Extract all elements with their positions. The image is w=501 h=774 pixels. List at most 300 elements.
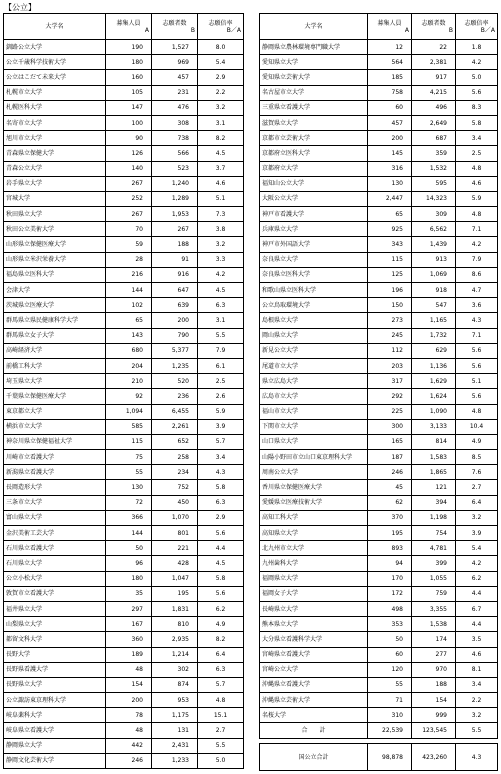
recruit-count: 126 [106,146,152,161]
table-row [4,267,244,282]
recruit-count: 457 [368,115,412,130]
applicant-count: 1,090 [412,404,456,419]
table-row [260,252,498,267]
application-ratio: 7.6 [456,465,498,480]
table-row [4,283,244,298]
application-ratio: 5.8 [456,115,498,130]
total-applicants: 123,545 [412,723,456,738]
table-row [260,374,498,389]
table-row [260,313,498,328]
applicant-count: 1,069 [412,267,456,282]
applicant-count: 1,055 [412,571,456,586]
recruit-count: 680 [106,343,152,358]
university-name: 新潟県立看護大学 [4,465,106,480]
table-row [4,632,244,647]
recruit-count: 360 [106,632,152,647]
recruit-count: 203 [368,358,412,373]
table-row [4,161,244,176]
applicant-count: 913 [412,252,456,267]
applicant-count: 629 [412,343,456,358]
applicant-count: 5,377 [152,343,198,358]
recruit-count: 564 [368,55,412,70]
applicant-count: 1,289 [152,191,198,206]
university-name: 神戸市外国語大学 [260,237,368,252]
table-row [4,100,244,115]
applicant-count: 14,323 [412,191,456,206]
university-name: 青森公立大学 [4,161,106,176]
table-row [260,176,498,191]
recruit-count: 758 [368,85,412,100]
application-ratio: 5.6 [456,343,498,358]
application-ratio: 6.3 [198,298,244,313]
recruit-count: 167 [106,617,152,632]
applicant-count: 1,439 [412,237,456,252]
table-row [4,419,244,434]
university-name: 札幌医科大学 [4,100,106,115]
table-row [260,601,498,616]
university-name: 福知山公立大学 [260,176,368,191]
recruit-count: 165 [368,434,412,449]
university-name: 宮城大学 [4,191,106,206]
recruit-count: 120 [368,662,412,677]
recruit-count: 35 [106,586,152,601]
university-name: 三条市立大学 [4,495,106,510]
recruit-count: 366 [106,510,152,525]
university-name: 富山県立大学 [4,510,106,525]
applicant-count: 1,527 [152,40,198,55]
recruit-count: 210 [106,374,152,389]
applicant-count: 131 [152,723,198,738]
table-row [260,267,498,282]
table-row [4,313,244,328]
table-row [260,85,498,100]
applicant-count: 428 [152,556,198,571]
application-ratio: 5.0 [456,70,498,85]
university-name: 敦賀市立看護大学 [4,586,106,601]
applicant-count: 450 [152,495,198,510]
application-ratio: 2.5 [198,374,244,389]
university-name: 岩手県立大学 [4,176,106,191]
applicant-count: 1,198 [412,510,456,525]
applicant-count: 22 [412,40,456,55]
header-recruit: 募集人員 A [368,14,412,40]
recruit-count: 160 [106,70,152,85]
grand-total-label: 国公立合計 [260,744,368,771]
application-ratio: 5.1 [456,374,498,389]
recruit-count: 370 [368,510,412,525]
recruit-count: 187 [368,450,412,465]
table-row [4,495,244,510]
application-ratio: 4.2 [456,556,498,571]
applicant-count: 918 [412,283,456,298]
university-name: 岡山県立大学 [260,328,368,343]
applicant-count: 1,583 [412,450,456,465]
university-name: 群馬県立女子大学 [4,328,106,343]
table-row [260,647,498,662]
recruit-count: 60 [368,647,412,662]
header-ratio: 志願倍率 B／A [456,14,498,40]
application-ratio: 6.2 [456,571,498,586]
applicant-count: 2,935 [152,632,198,647]
table-row [4,207,244,222]
application-ratio: 3.2 [198,237,244,252]
applicant-count: 639 [152,298,198,313]
applicant-count: 917 [412,70,456,85]
applicant-count: 154 [412,693,456,708]
recruit-count: 185 [368,70,412,85]
application-ratio: 4.2 [456,237,498,252]
table-row [260,632,498,647]
table-row [4,191,244,206]
grand-total-recruit: 98,878 [368,744,412,771]
table-row [4,328,244,343]
table-row [260,510,498,525]
university-name: 公立諏訪東京理科大学 [4,693,106,708]
application-ratio: 3.1 [198,313,244,328]
table-row [260,131,498,146]
applicant-count: 647 [152,283,198,298]
university-name: 公立はこだて未来大学 [4,70,106,85]
university-name: 千葉県立保健医療大学 [4,389,106,404]
table-row [4,647,244,662]
table-row [260,207,498,222]
university-name: 静岡文化芸術大学 [4,753,106,768]
application-ratio: 2.7 [198,723,244,738]
left-table [3,13,244,769]
application-ratio: 3.4 [456,131,498,146]
recruit-count: 112 [368,343,412,358]
total-row [260,723,498,738]
university-name: 京都市立芸術大学 [260,131,368,146]
table-row [4,85,244,100]
application-ratio: 5.6 [198,586,244,601]
university-name: 三重県立看護大学 [260,100,368,115]
university-name: 東京都立大学 [4,404,106,419]
application-ratio: 3.1 [198,115,244,130]
table-row [4,237,244,252]
table-row [260,298,498,313]
university-name: 山形県立米沢栄養大学 [4,252,106,267]
table-row [260,465,498,480]
recruit-count: 102 [106,298,152,313]
applicant-count: 520 [152,374,198,389]
recruit-count: 144 [106,283,152,298]
application-ratio: 5.1 [198,191,244,206]
university-name: 愛知県立大学 [260,55,368,70]
university-name: 愛媛県立医療技術大学 [260,495,368,510]
recruit-count: 172 [368,586,412,601]
university-name: 広島市立大学 [260,389,368,404]
applicant-count: 236 [152,389,198,404]
university-name: 福井県立大学 [4,601,106,616]
application-ratio: 4.3 [456,313,498,328]
university-name: 奈良県立大学 [260,252,368,267]
recruit-count: 252 [106,191,152,206]
total-ratio: 5.5 [456,723,498,738]
recruit-count: 115 [106,434,152,449]
table-row [260,556,498,571]
university-name: 都留文科大学 [4,632,106,647]
university-name: 福岡女子大学 [260,586,368,601]
recruit-count: 2,447 [368,191,412,206]
table-row [4,738,244,753]
university-name: 神奈川県立保健福祉大学 [4,434,106,449]
applicant-count: 2,649 [412,115,456,130]
header-applicants: 志願者数 B [152,14,198,40]
university-name: 北九州市立大学 [260,541,368,556]
table-row [4,526,244,541]
university-name: 山梨県立大学 [4,617,106,632]
application-ratio: 3.9 [456,526,498,541]
recruit-count: 200 [106,693,152,708]
table-row [4,70,244,85]
application-ratio: 5.6 [198,526,244,541]
applicant-count: 188 [152,237,198,252]
applicant-count: 1,624 [412,389,456,404]
applicant-count: 1,165 [412,313,456,328]
table-row [4,343,244,358]
recruit-count: 55 [106,465,152,480]
recruit-count: 267 [106,176,152,191]
application-ratio: 2.9 [198,70,244,85]
applicant-count: 6,562 [412,222,456,237]
table-row [260,434,498,449]
table-row [4,252,244,267]
recruit-count: 48 [106,723,152,738]
application-ratio: 5.6 [456,85,498,100]
recruit-count: 28 [106,252,152,267]
table-row [4,298,244,313]
table-row [4,374,244,389]
table-row [4,55,244,70]
recruit-count: 170 [368,571,412,586]
applicant-count: 1,235 [152,358,198,373]
university-name: 公立千歳科学技術大学 [4,55,106,70]
recruit-count: 1,094 [106,404,152,419]
table-row [4,40,244,55]
recruit-count: 154 [106,677,152,692]
application-ratio: 4.4 [456,586,498,601]
applicant-count: 652 [152,434,198,449]
table-row [260,617,498,632]
application-ratio: 6.1 [198,358,244,373]
recruit-count: 59 [106,237,152,252]
table-row [4,677,244,692]
total-label: 合 計 [260,723,368,738]
recruit-count: 267 [106,207,152,222]
section-label: 【公立】 [4,3,36,12]
university-name: 金沢美術工芸大学 [4,526,106,541]
university-name: 島根県立大学 [260,313,368,328]
table-row [260,328,498,343]
university-name: 新見公立大学 [260,343,368,358]
application-ratio: 4.6 [456,176,498,191]
recruit-count: 45 [368,480,412,495]
applicant-count: 523 [152,161,198,176]
university-name: 埼玉県立大学 [4,374,106,389]
table-row [260,115,498,130]
university-name: 青森県立保健大学 [4,146,106,161]
applicant-count: 790 [152,328,198,343]
application-ratio: 4.6 [456,647,498,662]
applicant-count: 814 [412,434,456,449]
application-ratio: 6.4 [198,647,244,662]
applicant-count: 754 [412,526,456,541]
applicant-count: 200 [152,313,198,328]
recruit-count: 78 [106,708,152,723]
table-row [260,708,498,723]
recruit-count: 60 [368,100,412,115]
application-ratio: 2.2 [198,85,244,100]
table-row [260,222,498,237]
university-name: 静岡県立農林環境専門職大学 [260,40,368,55]
applicant-count: 970 [412,662,456,677]
table-row [260,55,498,70]
table-row [260,677,498,692]
applicant-count: 1,047 [152,571,198,586]
table-row [4,480,244,495]
university-name: 山形県立保健医療大学 [4,237,106,252]
table-row [260,389,498,404]
application-ratio: 7.1 [456,328,498,343]
university-name: 県立広島大学 [260,374,368,389]
university-name: 宮崎公立大学 [260,662,368,677]
recruit-count: 316 [368,161,412,176]
table-row [4,586,244,601]
table-row [260,541,498,556]
recruit-count: 65 [106,313,152,328]
application-ratio: 2.2 [456,693,498,708]
applicant-count: 595 [412,176,456,191]
applicant-count: 91 [152,252,198,267]
applicant-count: 231 [152,85,198,100]
application-ratio: 5.6 [456,358,498,373]
application-ratio: 1.8 [456,40,498,55]
recruit-count: 75 [106,450,152,465]
recruit-count: 273 [368,313,412,328]
recruit-count: 140 [106,161,152,176]
recruit-count: 245 [368,328,412,343]
application-ratio: 5.0 [198,753,244,768]
university-name: 長崎県立大学 [260,601,368,616]
applicant-count: 687 [412,131,456,146]
recruit-count: 204 [106,358,152,373]
applicant-count: 1,240 [152,176,198,191]
application-ratio: 3.7 [198,161,244,176]
applicant-count: 874 [152,677,198,692]
grand-total-ratio: 4.3 [456,744,498,771]
university-name: 大分県立看護科学大学 [260,632,368,647]
table-row [260,526,498,541]
application-ratio: 4.7 [456,283,498,298]
recruit-count: 94 [368,556,412,571]
applicant-count: 496 [412,100,456,115]
application-ratio: 3.2 [198,100,244,115]
table-row [4,571,244,586]
applicant-count: 309 [412,207,456,222]
table-row [4,753,244,768]
application-ratio: 7.9 [198,343,244,358]
university-name: 公立鳥取環境大学 [260,298,368,313]
applicant-count: 174 [412,632,456,647]
recruit-count: 92 [106,389,152,404]
application-ratio: 5.4 [198,55,244,70]
recruit-count: 144 [106,526,152,541]
table-row [260,358,498,373]
application-ratio: 8.2 [198,131,244,146]
applicant-count: 267 [152,222,198,237]
applicant-count: 476 [152,100,198,115]
application-ratio: 8.3 [456,100,498,115]
applicant-count: 1,532 [412,161,456,176]
applicant-count: 1,629 [412,374,456,389]
university-name: 茨城県立医療大学 [4,298,106,313]
recruit-count: 90 [106,131,152,146]
recruit-count: 196 [368,283,412,298]
application-ratio: 5.8 [198,571,244,586]
recruit-count: 130 [106,480,152,495]
header-applicants: 志願者数 B [412,14,456,40]
applicant-count: 394 [412,495,456,510]
university-name: 秋田公立美術大学 [4,222,106,237]
recruit-count: 180 [106,571,152,586]
applicant-count: 2,381 [412,55,456,70]
recruit-count: 200 [368,131,412,146]
table-row [4,115,244,130]
table-row [4,556,244,571]
table-row [260,693,498,708]
university-name: 長岡造形大学 [4,480,106,495]
recruit-count: 115 [368,252,412,267]
university-name: 山口県立大学 [260,434,368,449]
recruit-count: 195 [368,526,412,541]
recruit-count: 893 [368,541,412,556]
applicant-count: 999 [412,708,456,723]
recruit-count: 50 [106,541,152,556]
recruit-count: 442 [106,738,152,753]
university-name: 沖縄県立看護大学 [260,677,368,692]
table-row [4,617,244,632]
university-name: 前橋工科大学 [4,358,106,373]
recruit-count: 65 [368,207,412,222]
table-row [260,404,498,419]
applicant-count: 1,233 [152,753,198,768]
applicant-count: 221 [152,541,198,556]
application-ratio: 4.8 [198,693,244,708]
university-name: 九州歯科大学 [260,556,368,571]
table-row [260,343,498,358]
university-name: 沖縄県立芸術大学 [260,693,368,708]
applicant-count: 1,175 [152,708,198,723]
table-row [260,480,498,495]
application-ratio: 3.9 [198,419,244,434]
application-ratio: 2.6 [198,389,244,404]
header-name: 大学名 [4,14,106,40]
table-row [4,601,244,616]
table-row [4,541,244,556]
application-ratio: 3.5 [456,632,498,647]
application-ratio: 4.5 [198,146,244,161]
university-name: 秋田県立大学 [4,207,106,222]
university-name: 岐阜薬科大学 [4,708,106,723]
university-name: 福山市立大学 [260,404,368,419]
table-row [4,404,244,419]
recruit-count: 180 [106,55,152,70]
application-ratio: 4.5 [198,283,244,298]
application-ratio: 4.8 [456,161,498,176]
recruit-count: 72 [106,495,152,510]
table-row [4,131,244,146]
